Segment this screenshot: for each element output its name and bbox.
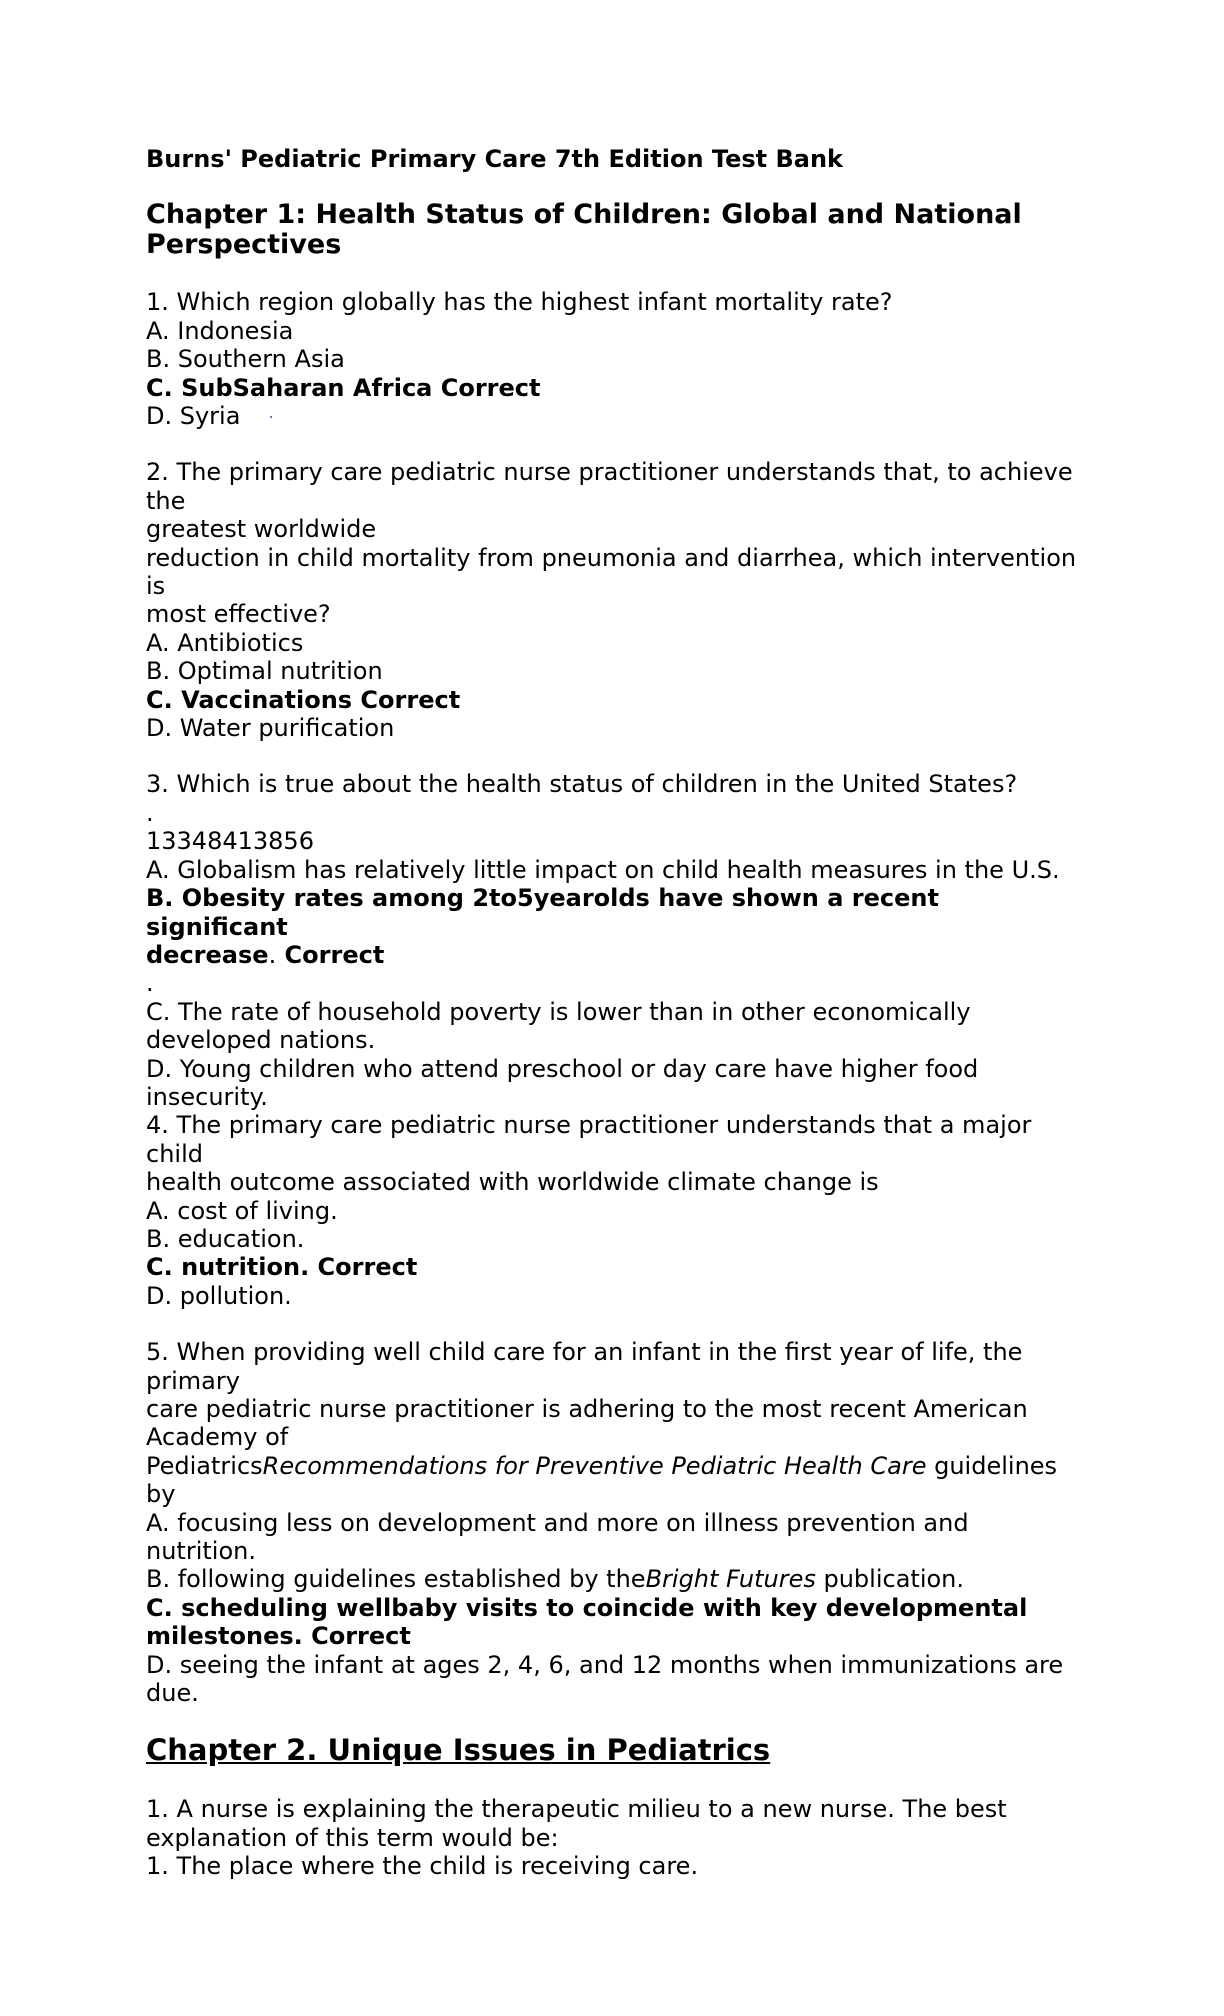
question-stem-line-6: most effective? (146, 600, 331, 629)
answer-option-c-correct: C. Vaccinations Correct (146, 685, 461, 714)
answer-option-b: B. Optimal nutrition (146, 657, 383, 686)
option-b-italic: Bright Futures (645, 1565, 816, 1594)
question-stem-line-1: 1. A nurse is explaining the therapeutic milieu to a new nurse. The best (146, 1795, 1007, 1824)
answer-option-c-line-1: C. The rate of household poverty is lower than in other economically (146, 997, 971, 1026)
question-stem-line-4: Academy of (146, 1423, 289, 1452)
answer-option-d-line-1: D. seeing the infant at ages 2, 4, 6, and 12 months when immunizations are (146, 1650, 1064, 1679)
chapter-2-heading: Chapter 2. Unique Issues in Pediatrics (146, 1733, 771, 1768)
question-stem-line-2: primary (146, 1366, 240, 1395)
stem-plain-text: Pediatrics (146, 1451, 263, 1480)
chapter-1-question-2 (146, 458, 1096, 742)
question-stem-line-3: care pediatric nurse practitioner is adhering to the most recent American (146, 1395, 1028, 1424)
chapter-1-question-4 (146, 1111, 1096, 1310)
answer-option-d-line-2: due. (146, 1679, 199, 1708)
answer-option-d: D. Water purification (146, 714, 395, 743)
answer-option-c-line-2: developed nations. (146, 1026, 376, 1055)
question-stem-line-1: 4. The primary care pediatric nurse practitioner understands that a major (146, 1111, 1032, 1140)
chapter-1-heading-line-2: Perspectives (146, 229, 342, 261)
answer-option-b-correct-line-3 (146, 941, 1096, 969)
stray-period-2: . (146, 969, 154, 998)
chapter-2-question-1 (146, 1795, 1096, 1880)
answer-option-d-line-2: insecurity. (146, 1082, 268, 1111)
stem-italic-title: Recommendations for Preventive Pediatric Health Care (262, 1451, 927, 1480)
answer-option-b: B. Southern Asia (146, 345, 345, 374)
answer-option-a: A. Indonesia (146, 316, 294, 345)
question-stem-line-3: health outcome associated with worldwide climate change is (146, 1168, 879, 1197)
question-stem-line-5: is (146, 572, 166, 601)
stray-number: 13348413856 (146, 827, 314, 856)
chapter-1-question-3 (146, 770, 1096, 1111)
question-stem: 1. Which region globally has the highest infant mortality rate? (146, 288, 893, 317)
answer-option-a-line-2: nutrition. (146, 1537, 256, 1566)
answer-option-b-word: decrease (146, 940, 269, 969)
question-stem-line-2: child (146, 1139, 203, 1168)
answer-option-b (146, 1565, 1096, 1593)
question-stem-line-3: greatest worldwide (146, 515, 377, 544)
answer-option-b-correct-tag: Correct (276, 940, 385, 969)
answer-option-a-line-1: A. focusing less on development and more on illness prevention and (146, 1508, 969, 1537)
answer-option-c-correct: C. SubSaharan Africa Correct (146, 373, 541, 402)
answer-option-d-line-1: D. Young children who attend preschool or day care have higher food (146, 1054, 979, 1083)
question-stem-line-2: the (146, 486, 186, 515)
answer-option-a: A. Antibiotics (146, 628, 304, 657)
chapter-1-question-1 (146, 288, 1096, 430)
question-stem-line-2: explanation of this term would be: (146, 1823, 559, 1852)
document-title: Burns' Pediatric Primary Care 7th Edition Test Bank (146, 145, 843, 173)
answer-option-d: D. Syria (146, 402, 241, 431)
answer-option-c-correct-line-1: C. scheduling wellbaby visits to coincide with key developmental (146, 1593, 1028, 1622)
answer-option-b-period: . (268, 940, 277, 969)
question-stem-line-1: 2. The primary care pediatric nurse practitioner understands that, to achieve (146, 458, 1073, 487)
question-stem-line-6: by (146, 1480, 176, 1509)
answer-option-c-correct: C. nutrition. Correct (146, 1253, 418, 1282)
answer-option-d-line (146, 402, 1096, 430)
document-content (146, 145, 1096, 1881)
chapter-1-heading (146, 200, 1096, 260)
answer-option-d: D. pollution. (146, 1281, 292, 1310)
answer-option-c-correct-line-2: milestones. Correct (146, 1622, 411, 1651)
answer-option-b-correct-line-2: significant (146, 912, 288, 941)
chapter-1-question-5 (146, 1338, 1096, 1707)
answer-option-a: A. cost of living. (146, 1196, 338, 1225)
answer-option-b-correct-line-1: B. Obesity rates among 2to5yearolds have shown a recent (146, 884, 939, 913)
answer-option-1: 1. The place where the child is receiving care. (146, 1852, 699, 1881)
question-stem: 3. Which is true about the health status of children in the United States? (146, 770, 1018, 799)
question-stem-line-5 (146, 1452, 1096, 1480)
question-stem-line-1: 5. When providing well child care for an infant in the first year of life, the (146, 1338, 1023, 1367)
stray-period-1: . (146, 798, 154, 827)
answer-option-b: B. education. (146, 1224, 305, 1253)
question-stem-line-4: reduction in child mortality from pneumonia and diarrhea, which intervention (146, 543, 1077, 572)
stem-rest-text: guidelines (926, 1451, 1058, 1480)
option-b-plain: B. following guidelines established by the (146, 1565, 646, 1594)
option-b-rest: publication. (815, 1565, 965, 1594)
answer-option-a: A. Globalism has relatively little impact on child health measures in the U.S. (146, 855, 1060, 884)
stray-mark (270, 416, 272, 418)
chapter-1-heading-line-1: Chapter 1: Health Status of Children: Global and National (146, 199, 1022, 231)
